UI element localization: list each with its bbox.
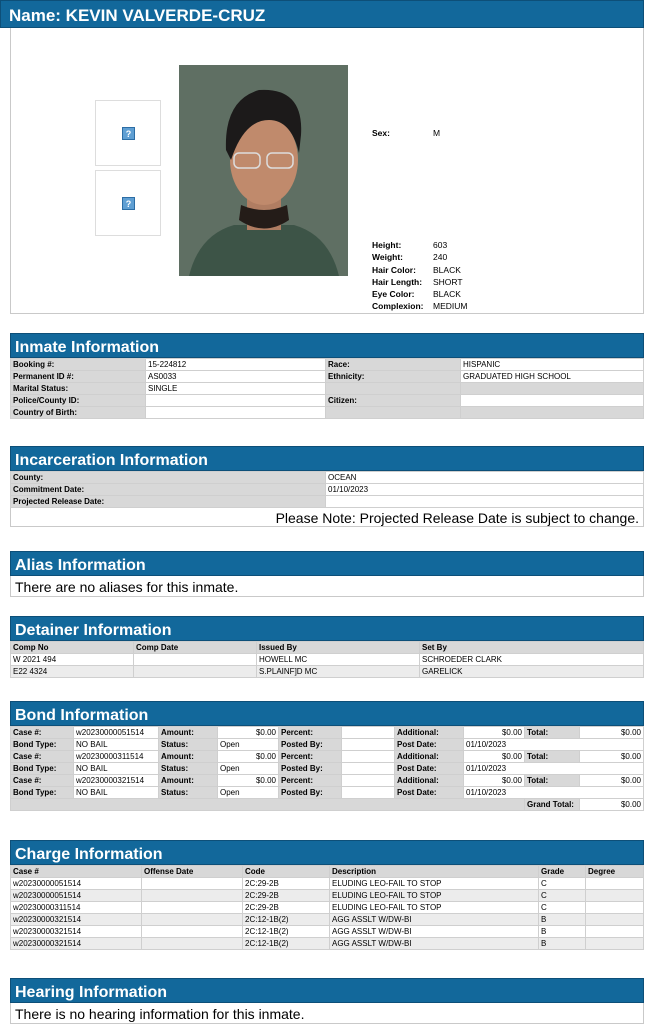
country-of-birth [146, 407, 326, 419]
complexion-value: MEDIUM [433, 301, 468, 312]
bond-row: Bond Type: NO BAIL Status: Open Posted By: Post Date: 01/10/2023 [11, 787, 644, 799]
alias-information-section [10, 551, 644, 597]
inmate-name-header [0, 0, 644, 28]
bond-information-section [10, 701, 644, 811]
county-value: OCEAN [326, 472, 644, 484]
table-row: w20230000321514 2C:12-1B(2) AGG ASSLT W/DW-BI B [11, 938, 644, 950]
physical-details: Height: 603 Weight: 240 Hair Color: BLACK Hair Length: SHORT Eye Color: BLACK Complexion: MEDIUM [372, 240, 468, 312]
sex-field: Sex: M [372, 128, 441, 138]
bond-row: Case #: w20230000051514 Amount: $0.00 Percent: Additional: $0.00 Total: $0.00 [11, 727, 644, 739]
ethnicity-value: GRADUATED HIGH SCHOOL [461, 371, 644, 383]
hair-length-value: SHORT [433, 276, 463, 287]
inmate-information-section [10, 333, 644, 419]
table-row: w20230000321514 2C:12-1B(2) AGG ASSLT W/DW-BI B [11, 926, 644, 938]
section-title: Bond Information [10, 701, 644, 726]
missing-image-icon: ? [122, 127, 135, 140]
grand-total-value: $0.00 [580, 799, 644, 811]
incarceration-information-section [10, 446, 644, 527]
section-title: Hearing Information [10, 978, 644, 1003]
detainer-table: Comp No Comp Date Issued By Set By W 2021 494 HOWELL MC SCHROEDER CLARK E22 4324 S.PLAINF]D MC GARELICK [10, 641, 644, 678]
booking-number: 15-224812 [146, 359, 326, 371]
bond-row: Case #: w20230000321514 Amount: $0.00 Percent: Additional: $0.00 Total: $0.00 [11, 775, 644, 787]
police-county-id [146, 395, 326, 407]
section-title: Charge Information [10, 840, 644, 865]
citizen-value [461, 395, 644, 407]
permanent-id: AS0033 [146, 371, 326, 383]
alias-text: There are no aliases for this inmate. [10, 576, 644, 597]
section-title: Detainer Information [10, 616, 644, 641]
projected-release-date [326, 496, 644, 508]
incarceration-table: County: OCEAN Commitment Date: 01/10/2023 Projected Release Date: [10, 471, 644, 508]
bond-table [10, 726, 644, 811]
mugshot-photo [179, 65, 348, 276]
marital-status: SINGLE [146, 383, 326, 395]
hair-color-value: BLACK [433, 264, 461, 275]
table-row: W 2021 494 HOWELL MC SCHROEDER CLARK [11, 654, 644, 666]
sex-value: M [433, 128, 441, 138]
eye-color-value: BLACK [433, 289, 461, 300]
table-row: w20230000321514 2C:12-1B(2) AGG ASSLT W/DW-BI B [11, 914, 644, 926]
section-title: Incarceration Information [10, 446, 644, 471]
commitment-date: 01/10/2023 [326, 484, 644, 496]
charge-information-section [10, 840, 644, 950]
table-row: w20230000051514 2C:29-2B ELUDING LEO-FAIL TO STOP C [11, 890, 644, 902]
weight-value: 240 [433, 252, 448, 263]
photo-panel [10, 28, 644, 314]
section-title: Alias Information [10, 551, 644, 576]
hearing-text: There is no hearing information for this inmate. [10, 1003, 644, 1024]
table-row: w20230000311514 2C:29-2B ELUDING LEO-FAIL TO STOP C [11, 902, 644, 914]
detainer-information-section [10, 616, 644, 678]
bond-row: Bond Type: NO BAIL Status: Open Posted By: Post Date: 01/10/2023 [11, 763, 644, 775]
hearing-information-section [10, 978, 644, 1024]
release-date-note: Please Note: Projected Release Date is subject to change. [10, 508, 644, 527]
bond-row: Case #: w20230000311514 Amount: $0.00 Percent: Additional: $0.00 Total: $0.00 [11, 751, 644, 763]
thumbnail-1[interactable] [95, 100, 161, 166]
thumbnail-2[interactable] [95, 170, 161, 236]
bond-row: Bond Type: NO BAIL Status: Open Posted By: Post Date: 01/10/2023 [11, 739, 644, 751]
table-row: E22 4324 S.PLAINF]D MC GARELICK [11, 666, 644, 678]
missing-image-icon: ? [122, 197, 135, 210]
inmate-name-title: Name: KEVIN VALVERDE-CRUZ [0, 0, 644, 28]
grand-total-row [11, 799, 644, 811]
race-value: HISPANIC [461, 359, 644, 371]
charge-table: Case # Offense Date Code Description Grade Degree w20230000051514 2C:29-2B ELUDING LEO-FAIL TO STOP C w20230000051514 2C:29-2B ELUDING LEO-FAIL TO STOP C w20230000311514 2C:29-2B ELUDING LEO-FAIL TO STOP C w20230000321514 2C:12-1B(2) AGG ASSLT W/DW-BI B w20230000321514 2C:12-1B(2) AGG ASSLT W/DW-BI B w20230000321514 2C:12-1B(2) AGG ASSLT W/DW-BI B [10, 865, 644, 950]
section-title: Inmate Information [10, 333, 644, 358]
height-value: 603 [433, 240, 448, 250]
table-row: w20230000051514 2C:29-2B ELUDING LEO-FAIL TO STOP C [11, 878, 644, 890]
inmate-info-table: Booking #: 15-224812 Race: HISPANIC Permanent ID #: AS0033 Ethnicity: GRADUATED HIGH SCHOOL Marital Status: SINGLE Police/County ID: Citizen: Country of Birth: [10, 358, 644, 419]
grand-total-label: Grand Total: [525, 799, 580, 811]
